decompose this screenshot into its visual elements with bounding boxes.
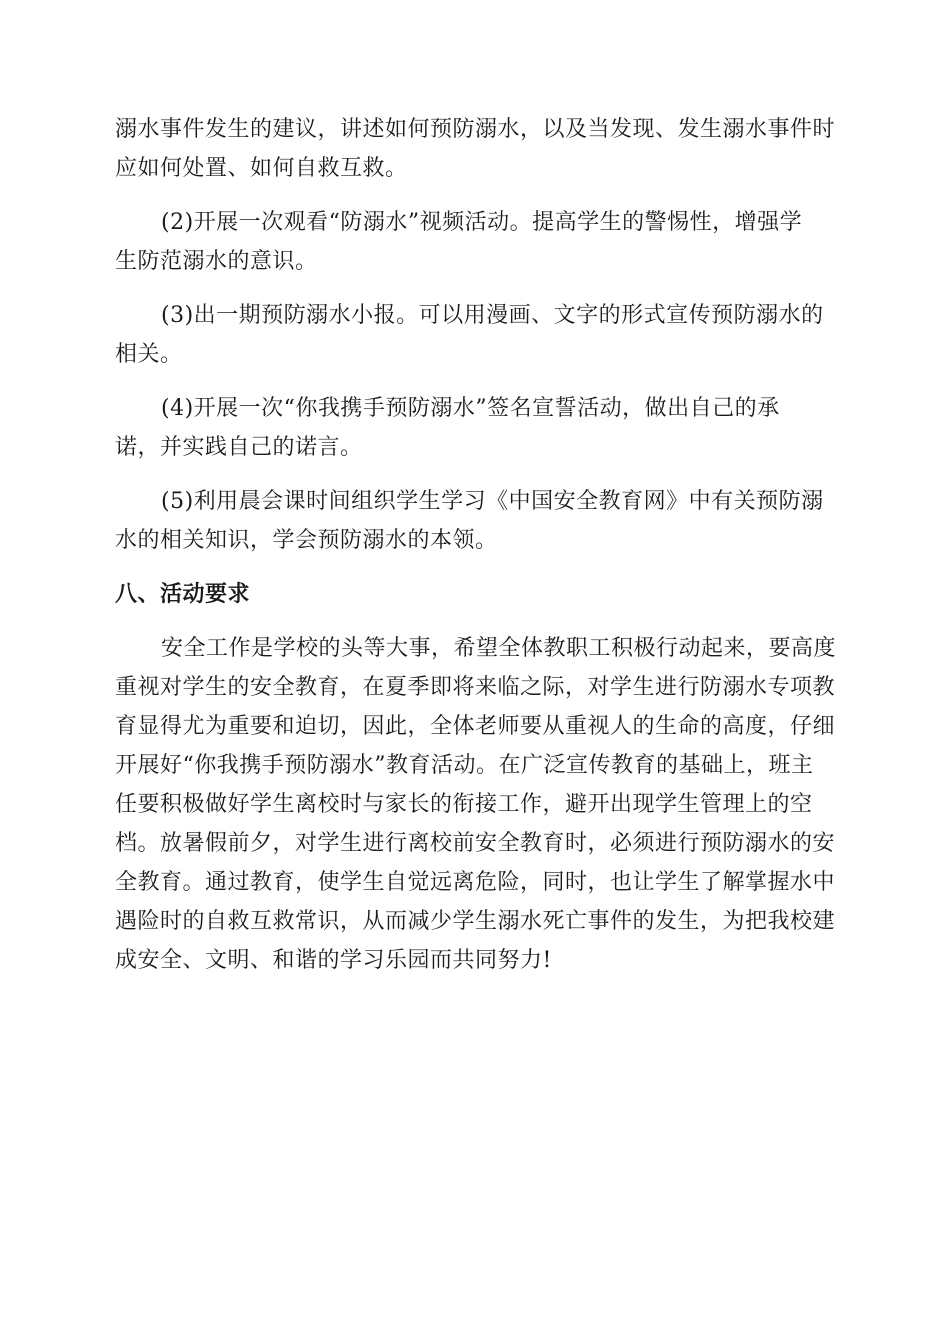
- text-line: (3)出一期预防溺水小报。可以用漫画、文字的形式宣传预防溺水的: [161, 303, 824, 328]
- text-line: 相关。: [115, 342, 183, 367]
- text-line: (4)开展一次“你我携手预防溺水”签名宣誓活动，做出自己的承: [161, 396, 780, 421]
- text-line: (2)开展一次观看“防溺水”视频活动。提高学生的警惕性，增强学: [161, 210, 803, 235]
- list-item-4: [115, 389, 835, 467]
- text-line: 任要积极做好学生离校时与家长的衔接工作，避开出现学生管理上的空: [115, 792, 813, 817]
- text-line: 诺，并实践自己的诺言。: [115, 435, 363, 460]
- text-line: 遇险时的自救互救常识，从而减少学生溺水死亡事件的发生，为把我校建: [115, 909, 836, 934]
- text-line: 档。放暑假前夕，对学生进行离校前安全教育时，必须进行预防溺水的安: [115, 831, 836, 856]
- section-body-paragraph: [115, 629, 835, 980]
- text-line: 重视对学生的安全教育，在夏季即将来临之际，对学生进行防溺水专项教: [115, 675, 836, 700]
- text-line: 应如何处置、如何自救互救。: [115, 156, 408, 181]
- text-line: 安全工作是学校的头等大事，希望全体教职工积极行动起来，要高度: [161, 636, 837, 661]
- document-content: [115, 110, 835, 995]
- text-line: (5)利用晨会课时间组织学生学习《中国安全教育网》中有关预防溺: [161, 489, 824, 514]
- text-line: 育显得尤为重要和迫切，因此，全体老师要从重视人的生命的高度，仔细: [115, 714, 836, 739]
- text-line: 生防范溺水的意识。: [115, 249, 318, 274]
- text-line: 全教育。通过教育，使学生自觉远离危险，同时，也让学生了解掌握水中: [115, 870, 836, 895]
- section-heading: 八、活动要求: [115, 582, 251, 607]
- continuation-paragraph: [115, 110, 835, 188]
- text-line: 成安全、文明、和谐的学习乐园而共同努力!: [115, 948, 552, 973]
- list-item-3: [115, 296, 835, 374]
- list-item-2: [115, 203, 835, 281]
- list-item-5: [115, 482, 835, 560]
- text-line: 溺水事件发生的建议，讲述如何预防溺水，以及当发现、发生溺水事件时: [115, 117, 836, 142]
- text-line: 水的相关知识，学会预防溺水的本领。: [115, 528, 498, 553]
- text-line: 开展好“你我携手预防溺水”教育活动。在广泛宣传教育的基础上，班主: [115, 753, 814, 778]
